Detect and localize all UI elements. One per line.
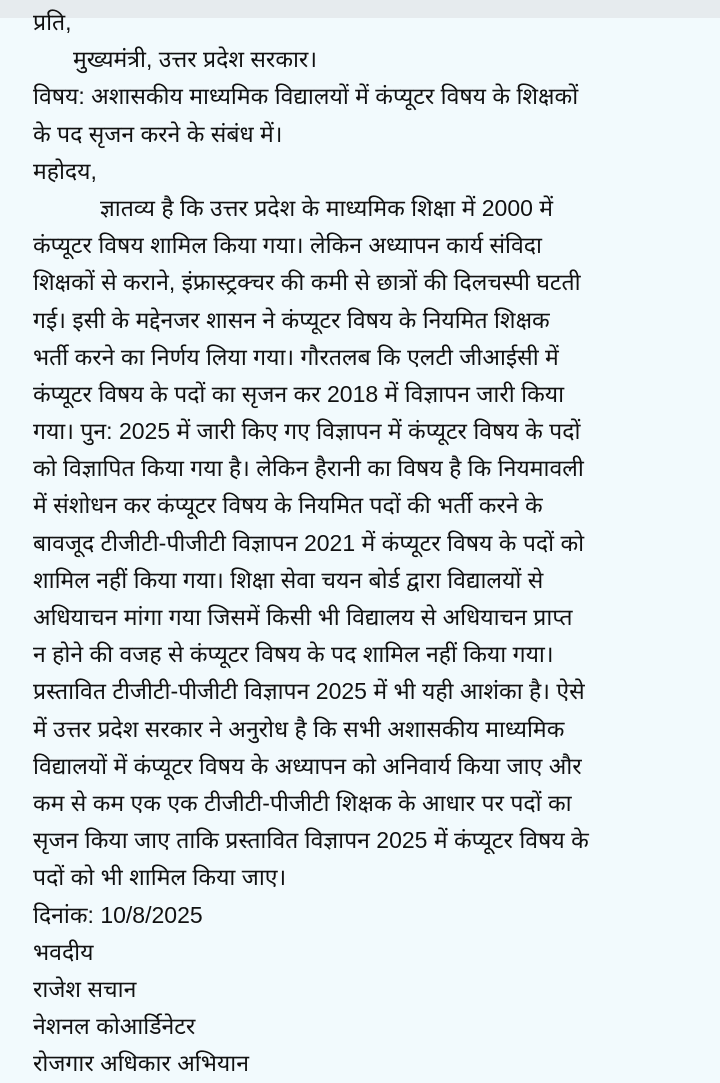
- body-line: कम से कम एक एक टीजीटी-पीजीटी शिक्षक के आधार पर पदों का: [33, 789, 572, 816]
- body-line: न होने की वजह से कंप्यूटर विषय के पद शामिल नहीं किया गया।: [33, 641, 554, 668]
- salutation-to: प्रति,: [33, 9, 72, 35]
- body-line: में उत्तर प्रदेश सरकार ने अनुरोध है कि सभी अशासकीय माध्यमिक: [33, 715, 565, 742]
- body-line: अधियाचन मांगा गया जिसमें किसी भी विद्यालय से अधियाचन प्राप्त: [33, 604, 573, 630]
- subject-line: के पद सृजन करने के संबंध में।: [33, 120, 283, 147]
- body-line: शिक्षकों से कराने, इंफ्रास्ट्रक्चर की कमी से छात्रों की दिलचस्पी घटती: [33, 269, 581, 296]
- body-line: में संशोधन कर कंप्यूटर विषय के नियमित पदों की भर्ती करने के: [33, 492, 543, 519]
- body-line: कंप्यूटर विषय के पदों का सृजन कर 2018 में विज्ञापन जारी किया: [33, 380, 565, 407]
- letter: [33, 4, 710, 1082]
- date: दिनांक: 10/8/2025: [33, 901, 203, 928]
- body-line: ज्ञातव्य है कि उत्तर प्रदेश के माध्यमिक शिक्षा में 2000 में: [100, 194, 554, 221]
- recipient: मुख्यमंत्री, उत्तर प्रदेश सरकार।: [73, 46, 318, 73]
- signatory-title: नेशनल कोआर्डिनेटर: [33, 1013, 196, 1040]
- closing: भवदीय: [33, 938, 94, 965]
- body-line: सृजन किया जाए ताकि प्रस्तावित विज्ञापन 2025 में कंप्यूटर विषय के: [33, 827, 589, 854]
- body-line: विद्यालयों में कंप्यूटर विषय के अध्यापन को अनिवार्य किया जाए और: [33, 752, 582, 779]
- body-line: भर्ती करने का निर्णय लिया गया। गौरतलब कि एलटी जीआईसी में: [33, 343, 559, 370]
- body-line: प्रस्तावित टीजीटी-पीजीटी विज्ञापन 2025 में भी यही आशंका है। ऐसे: [33, 678, 585, 705]
- body-line: गई। इसी के मद्देनजर शासन ने कंप्यूटर विषय के नियमित शिक्षक: [33, 306, 550, 333]
- greeting: महोदय,: [33, 157, 97, 184]
- body-line: कंप्यूटर विषय शामिल किया गया। लेकिन अध्यापन कार्य संविदा: [33, 232, 542, 259]
- body-line: बावजूद टीजीटी-पीजीटी विज्ञापन 2021 में कंप्यूटर विषय के पदों को: [33, 529, 585, 556]
- organization: रोजगार अधिकार अभियान: [33, 1050, 249, 1077]
- body-line: को विज्ञापित किया गया है। लेकिन हैरानी का विषय है कि नियमावली: [33, 455, 584, 482]
- signatory-name: राजेश सचान: [33, 975, 137, 1002]
- body-line: गया। पुन: 2025 में जारी किए गए विज्ञापन में कंप्यूटर विषय के पदों: [33, 418, 581, 445]
- body-line: शामिल नहीं किया गया। शिक्षा सेवा चयन बोर्ड द्वारा विद्यालयों से: [33, 566, 544, 593]
- subject-line: विषय: अशासकीय माध्यमिक विद्यालयों में कंप्यूटर विषय के शिक्षकों: [33, 83, 579, 110]
- body-line: पदों को भी शामिल किया जाए।: [33, 864, 287, 891]
